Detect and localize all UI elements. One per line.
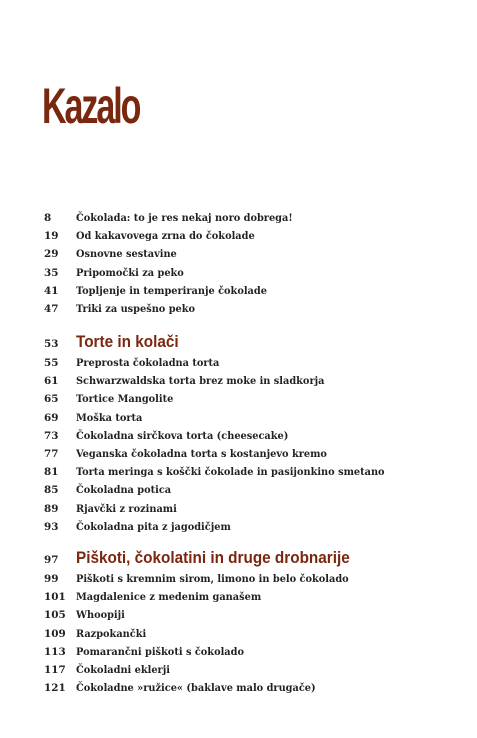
page-number: 69 xyxy=(44,411,59,424)
entry-title: Whoopiji xyxy=(76,609,125,622)
toc-entry xyxy=(0,643,477,661)
page-number: 8 xyxy=(44,212,52,224)
toc-entry xyxy=(0,372,477,390)
section-piskoti xyxy=(0,546,477,697)
section-heading-row xyxy=(0,330,477,354)
toc-entry xyxy=(0,209,477,227)
toc-entry xyxy=(0,463,477,481)
page-number: 53 xyxy=(44,338,59,350)
toc-entry xyxy=(0,661,477,679)
page-number: 73 xyxy=(44,429,59,442)
entry-title: Čokolada: to je res nekaj noro dobrega! xyxy=(76,212,293,224)
toc-entry xyxy=(0,679,477,697)
toc-entry xyxy=(0,245,477,263)
entry-title: Pripomočki za peko xyxy=(76,266,184,279)
entry-title: Rjavčki z rozinami xyxy=(76,502,177,515)
page-number: 105 xyxy=(44,609,66,622)
toc-entry xyxy=(0,354,477,372)
page-number: 97 xyxy=(44,554,59,566)
entry-title: Piškoti s kremnim sirom, limono in belo čokolado xyxy=(76,573,349,585)
page-number: 47 xyxy=(44,302,59,315)
page-number: 65 xyxy=(44,393,59,406)
toc-entry xyxy=(0,625,477,643)
intro-list xyxy=(0,209,477,318)
page-number: 85 xyxy=(44,484,59,497)
toc-entry xyxy=(0,282,477,300)
toc-entry xyxy=(0,264,477,282)
toc-entry xyxy=(0,409,477,427)
toc-entry xyxy=(0,445,477,463)
page-number: 35 xyxy=(44,266,59,279)
entry-title: Čokoladna sirčkova torta (cheesecake) xyxy=(76,429,289,442)
entry-title: Od kakavovega zrna do čokolade xyxy=(76,230,255,243)
entry-title: Moška torta xyxy=(76,411,143,424)
entry-title: Razpokančki xyxy=(76,627,147,640)
page-number: 41 xyxy=(44,284,59,297)
section-heading: Piškoti, čokolatini in druge drobnarije xyxy=(76,548,350,567)
toc-entry xyxy=(0,481,477,499)
page-title: Kazalo xyxy=(42,78,140,134)
section-torte-in-kolaci xyxy=(0,330,477,536)
toc-entry xyxy=(0,500,477,518)
toc-entry xyxy=(0,588,477,606)
entry-title: Topljenje in temperiranje čokolade xyxy=(76,284,267,297)
entry-title: Čokoladna potica xyxy=(76,484,172,497)
section-heading-row xyxy=(0,546,477,570)
page-number: 61 xyxy=(44,375,59,388)
toc-entry xyxy=(0,427,477,445)
page-number: 89 xyxy=(44,502,59,515)
entry-title: Čokoladni eklerji xyxy=(76,663,170,676)
entry-title: Čokoladne »ružice« (baklave malo drugače) xyxy=(76,682,316,695)
page-number: 93 xyxy=(44,520,59,533)
page-number: 77 xyxy=(44,447,59,460)
toc-entry xyxy=(0,518,477,536)
toc-entry xyxy=(0,570,477,588)
page-number: 81 xyxy=(44,466,59,479)
entry-title: Schwarzwaldska torta brez moke in sladkorja xyxy=(76,375,325,388)
entry-title: Pomarančni piškoti s čokolado xyxy=(76,645,244,658)
entry-title: Čokoladna pita z jagodičjem xyxy=(76,520,231,533)
page-number: 29 xyxy=(44,248,59,261)
entry-title: Veganska čokoladna torta s kostanjevo kremo xyxy=(76,447,327,460)
page-number: 109 xyxy=(44,627,66,640)
page-number: 117 xyxy=(44,663,66,676)
entry-title: Osnovne sestavine xyxy=(76,248,177,261)
page-number: 113 xyxy=(44,645,66,658)
page-number: 99 xyxy=(44,573,59,585)
page-number: 55 xyxy=(44,357,59,369)
entry-title: Preprosta čokoladna torta xyxy=(76,357,220,369)
toc-entry xyxy=(0,227,477,245)
entry-title: Torta meringa s koščki čokolade in pasijonkino smetano xyxy=(76,466,385,479)
toc-entry xyxy=(0,606,477,624)
toc-entry xyxy=(0,300,477,318)
page-number: 101 xyxy=(44,591,66,604)
page-number: 121 xyxy=(44,682,66,695)
section-heading: Torte in kolači xyxy=(76,332,179,351)
toc-entry xyxy=(0,390,477,408)
entry-title: Triki za uspešno peko xyxy=(76,302,196,315)
page-number: 19 xyxy=(44,230,59,243)
entry-title: Tortice Mangolite xyxy=(76,393,174,406)
entry-title: Magdalenice z medenim ganašem xyxy=(76,591,262,604)
